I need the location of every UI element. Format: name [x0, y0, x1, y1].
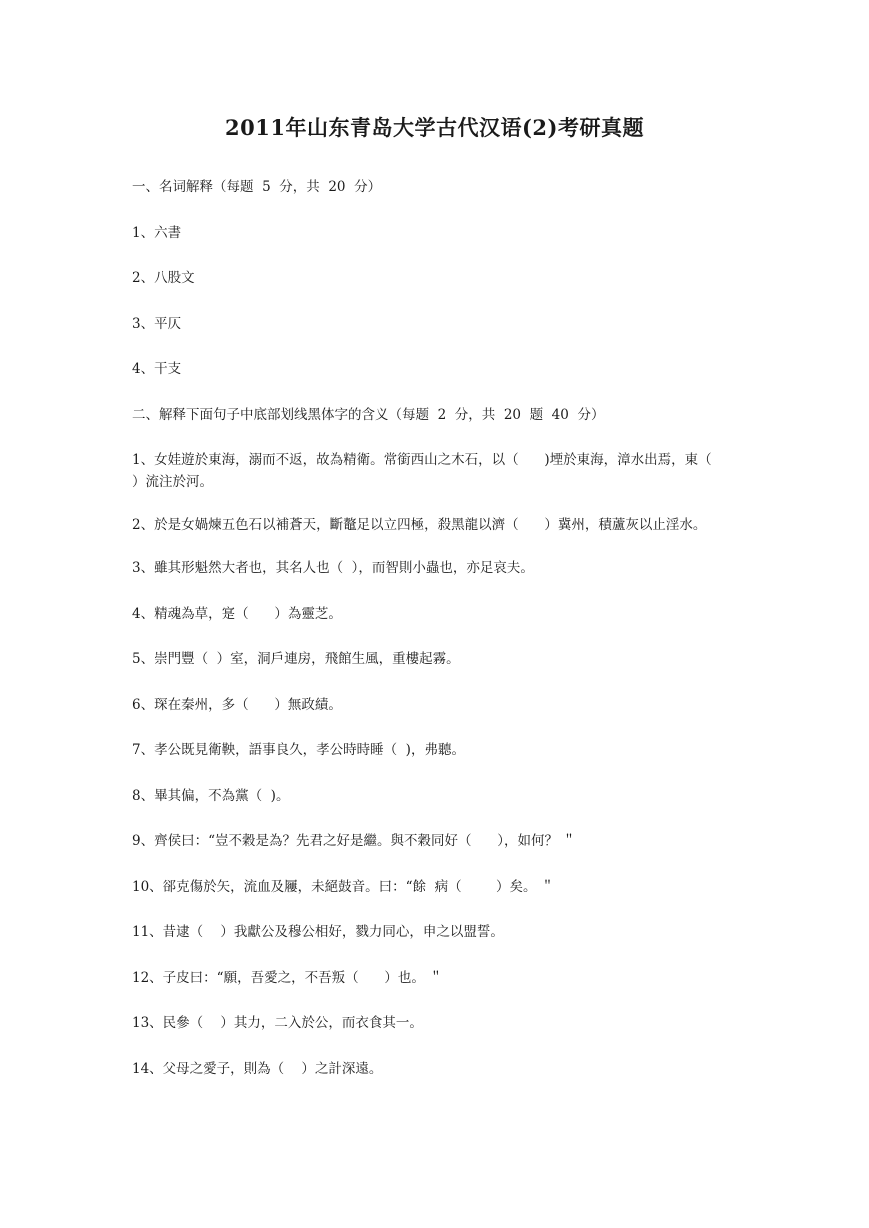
- section-2-item: 6、琛在秦州，多（ ）無政績。: [132, 696, 342, 713]
- section-2-item: 5、崇門豐（ ）室，洞戶連房，飛館生風，重樓起霧。: [132, 651, 460, 667]
- section-1-item: 4、干支: [132, 361, 182, 377]
- section-2-item: 3、雖其形魁然大者也，其名人也（ ），而智則小蟲也，亦足哀夫。: [132, 560, 534, 576]
- section-1-item: 2、八股文: [132, 270, 195, 286]
- document-title: 2011年山东青岛大学古代汉语(2)考研真题: [225, 115, 644, 140]
- section-2-item: 9、齊侯曰：“豈不穀是為？先君之好是繼。與不穀同好（ ），如何？ ＂: [132, 833, 576, 849]
- section-2-item: 11、昔逮（ ）我獻公及穆公相好，戮力同心，申之以盟誓。: [132, 924, 504, 940]
- section-2-item: 8、畢其偏，不為黨（ )。: [132, 787, 290, 804]
- section-2-item: 1、女娃遊於東海，溺而不返，故為精衛。常銜西山之木石，以（ )堙於東海，漳水出焉，東（ ）流注於河。: [132, 452, 746, 490]
- section-2-item: 7、孝公既見衛鞅，語事良久，孝公時時睡（ )，弗聽。: [132, 742, 465, 758]
- section-1-heading: 一、名词解释（每题 5 分，共 20 分）: [132, 179, 382, 195]
- section-2-item: 2、於是女媧煉五色石以補蒼天，斷鼇足以立四極，殺黑龍以濟（ ）冀州，積蘆灰以止淫水。: [132, 517, 707, 533]
- document-body: [132, 176, 752, 1103]
- section-2-item: 10、郤克傷於矢，流血及屨，未絕鼓音。曰：“餘 病（ ）矣。 ＂: [132, 878, 555, 895]
- section-2-item: 12、子皮曰：“願，吾愛之，不吾叛（ ）也。 ＂: [132, 969, 443, 986]
- section-1-item: 1、六書: [132, 224, 182, 241]
- section-2-item: 14、父母之愛子，則為（ ）之計深遠。: [132, 1060, 383, 1077]
- section-2-item: 13、民參（ ）其力，二入於公，而衣食其一。: [132, 1015, 423, 1031]
- section-2-heading: 二、解释下面句子中底部划线黑体字的含义（每题 2 分，共 20 题 40 分）: [132, 406, 605, 423]
- section-1-item: 3、平仄: [132, 315, 182, 332]
- section-2-item: 4、精魂為草，寔（ ）為靈芝。: [132, 605, 342, 622]
